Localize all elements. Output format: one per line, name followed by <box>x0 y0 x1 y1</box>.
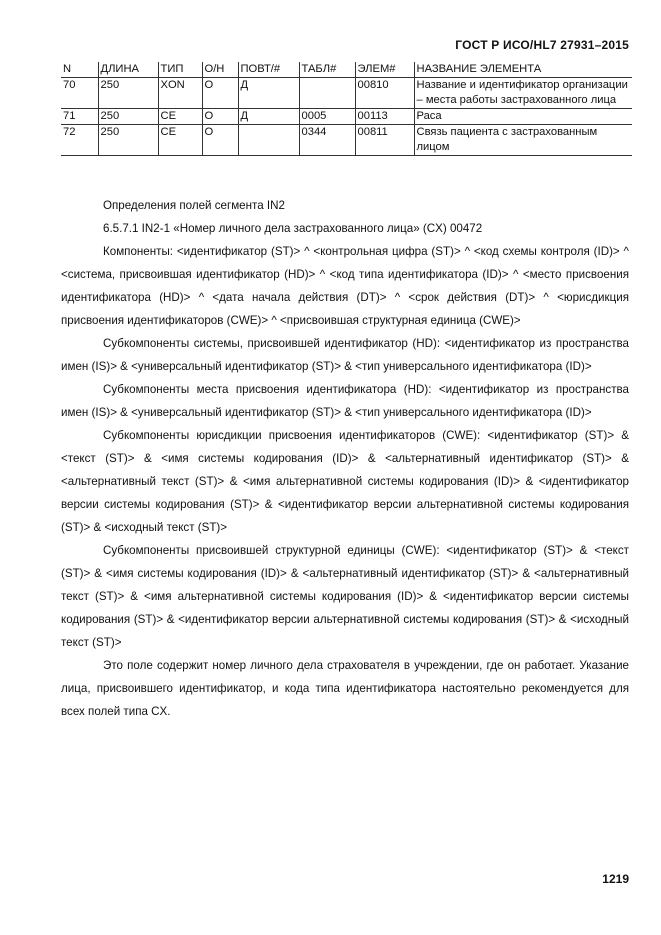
table-cell: 0005 <box>299 109 355 125</box>
table-cell: 250 <box>98 125 158 156</box>
table-cell: 250 <box>98 109 158 125</box>
table-cell: 72 <box>61 125 98 156</box>
document-body <box>61 194 629 723</box>
column-header: ТИП <box>158 62 202 78</box>
table-cell: 00811 <box>355 125 414 156</box>
column-header: О/Н <box>202 62 238 78</box>
paragraph: Субкомпоненты системы, присвоившей идентификатор (HD): <идентификатор из пространства имен (IS)> & <универсальный идентификатор (ST)> & <тип универсального идентификатора (ID)> <box>61 337 629 373</box>
table-cell: 71 <box>61 109 98 125</box>
column-header: N <box>61 62 98 78</box>
field-heading: 6.5.7.1 IN2-1 «Номер личного дела застрахованного лица» (CX) 00472 <box>103 222 483 235</box>
table-cell: CE <box>158 125 202 156</box>
table-cell: Д <box>238 109 299 125</box>
table-cell: 250 <box>98 78 158 109</box>
table-cell: Д <box>238 78 299 109</box>
table-cell: 0344 <box>299 125 355 156</box>
table-cell: 00113 <box>355 109 414 125</box>
table-cell <box>238 125 299 156</box>
table-cell: 00810 <box>355 78 414 109</box>
table-cell: XON <box>158 78 202 109</box>
paragraph: Это поле содержит номер личного дела страхователя в учреждении, где он работает. Указание лица, присвоившего идентификатор, и кода типа идентификатора настоятельно рекомендуется для всех полей типа CX. <box>61 659 629 718</box>
section-title: Определения полей сегмента IN2 <box>103 199 285 212</box>
table-row <box>61 78 632 109</box>
paragraph: Субкомпоненты юрисдикции присвоения идентификаторов (CWE): <идентификатор (ST)> & <текст (ST)> & <имя системы кодирования (ID)> & <альтернативный идентификатор (ST)> & <альтернативный текст (ST)> & <имя альтернативной системы кодирования (ID)> & <идентификатор версии системы кодирования (ST)> & <идентификатор версии альтернативной системы кодирования (ST)> & <исходный текст (ST)> <box>61 429 629 534</box>
paragraph: Субкомпоненты места присвоения идентификатора (HD): <идентификатор из пространства имен (IS)> & <универсальный идентификатор (ST)> & <тип универсального идентификатора (ID)> <box>61 383 629 419</box>
table-row <box>61 125 632 156</box>
page-number: 1219 <box>602 872 629 886</box>
table-cell: CE <box>158 109 202 125</box>
table-cell: Связь пациента с застрахованным лицом <box>414 125 632 156</box>
table-cell: Раса <box>414 109 632 125</box>
column-header: НАЗВАНИЕ ЭЛЕМЕНТА <box>414 62 632 78</box>
table-cell: O <box>202 78 238 109</box>
paragraph: Компоненты: <идентификатор (ST)> ^ <контрольная цифра (ST)> ^ <код схемы контроля (ID)> ^ <система, присвоившая идентификатор (HD)> ^ <код типа идентификатора (ID)> ^ <место присвоения идентификатора (HD)> ^ <дата начала действия (DT)> ^ <срок действия (DT)> ^ <юрисдикция присвоения идентификаторов (CWE)> ^ <присвоившая структурная единица (CWE)> <box>61 245 629 327</box>
segment-fields-table <box>61 62 632 156</box>
column-header: ТАБЛ# <box>299 62 355 78</box>
table-cell <box>299 78 355 109</box>
column-header: ПОВТ/# <box>238 62 299 78</box>
document-header: ГОСТ Р ИСО/HL7 27931–2015 <box>455 38 629 52</box>
column-header: ЭЛЕМ# <box>355 62 414 78</box>
column-header: ДЛИНА <box>98 62 158 78</box>
table-header-row <box>61 62 632 78</box>
table-cell: O <box>202 125 238 156</box>
table-cell: 70 <box>61 78 98 109</box>
table-row <box>61 109 632 125</box>
table-cell: Название и идентификатор организации – места работы застрахованного лица <box>414 78 632 109</box>
paragraph: Субкомпоненты присвоившей структурной единицы (CWE): <идентификатор (ST)> & <текст (ST)> & <имя системы кодирования (ID)> & <альтернативный идентификатор (ST)> & <альтернативный текст (ST)> & <имя альтернативной системы кодирования (ID)> & <идентификатор версии системы кодирования (ST)> & <идентификатор версии альтернативной системы кодирования (ST)> & <исходный текст (ST)> <box>61 544 629 649</box>
table-cell: O <box>202 109 238 125</box>
